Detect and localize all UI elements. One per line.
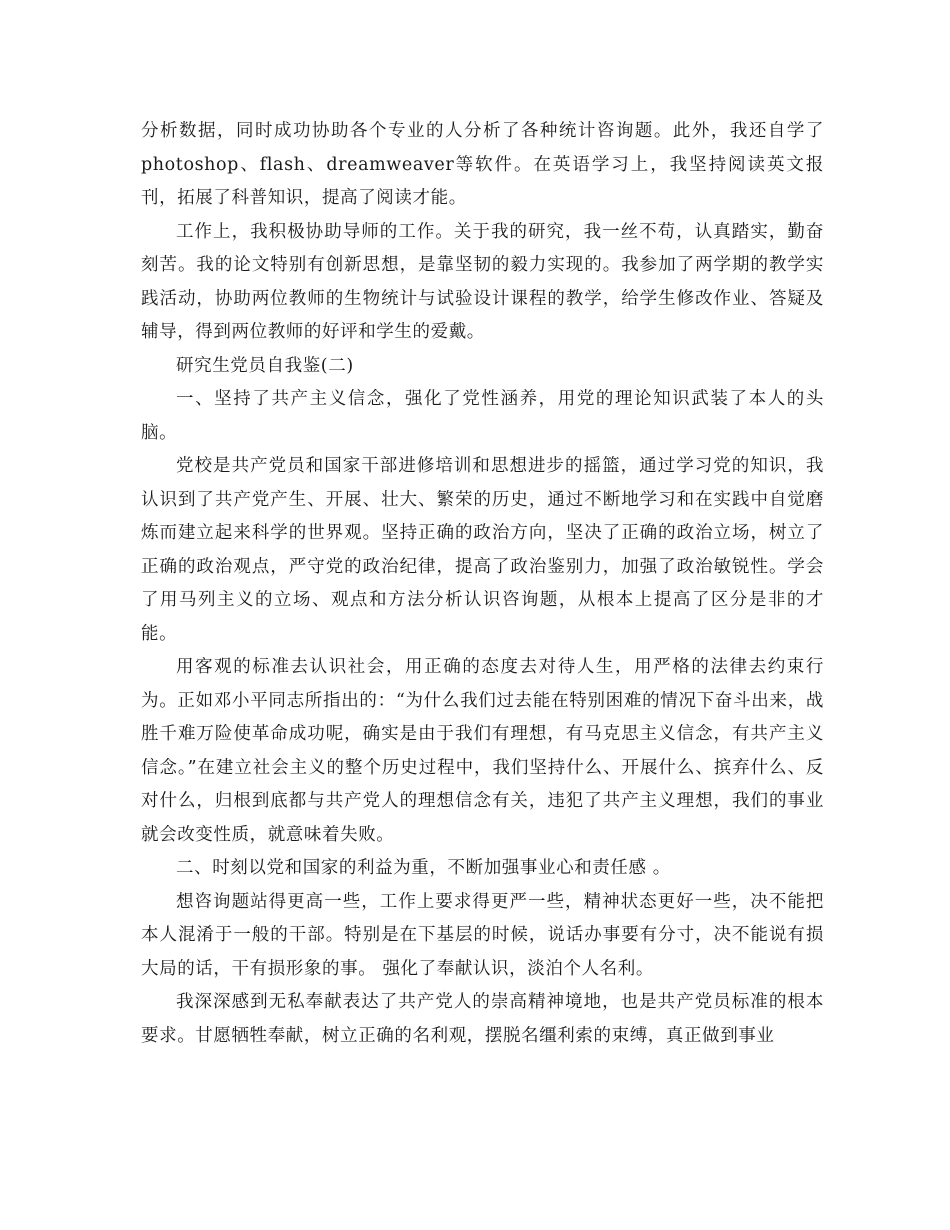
paragraph-party-school: 党校是共产党员和国家干部进修培训和思想进步的摇篮，通过学习党的知识，我认识到了共产党产生、开展、壮大、繁荣的历史，通过不断地学习和在实践中自觉磨炼而建立起来科学的世界观。坚持正确的政治方向，坚决了正确的政治立场，树立了正确的政治观点，严守党的政治纪律，提高了政治鉴别力，加强了政治敏锐性。学会了用马列主义的立场、观点和方法分析认识咨询题，从根本上提高了区分是非的才能。: [141, 456, 824, 644]
document-body: [141, 115, 824, 1053]
paragraph-1: 分析数据，同时成功协助各个专业的人分析了各种统计咨询题。此外，我还自学了photoshop、flash、dreamweaver等软件。在英语学习上，我坚持阅读英文报刊，拓展了科普知识，提高了阅读才能。: [141, 121, 824, 208]
heading-point-two: 二、时刻以党和国家的利益为重，不断加强事业心和责任感 。: [176, 858, 671, 878]
paragraph-2: 工作上，我积极协助导师的工作。关于我的研究，我一丝不苟，认真踏实，勤奋刻苦。我的论文特别有创新思想，是靠坚韧的毅力实现的。我参加了两学期的教学实践活动，协助两位教师的生物统计与试验设计课程的教学，给学生修改作业、答疑及辅导，得到两位教师的好评和学生的爱戴。: [141, 221, 824, 342]
paragraph-dedication: 我深深感到无私奉献表达了共产党人的崇高精神境地，也是共产党员标准的根本要求。甘愿牺牲奉献，树立正确的名利观，摆脱名缰利索的束缚，真正做到事业: [141, 992, 824, 1046]
heading-point-one: 一、坚持了共产主义信念，强化了党性涵养，用党的理论知识武装了本人的头脑。: [141, 389, 824, 443]
paragraph-higher-standards: 想咨询题站得更高一些，工作上要求得更严一些，精神状态更好一些，决不能把本人混淆于一般的干部。特别是在下基层的时候，说话办事要有分寸，决不能说有损大局的话，干有损形象的事。 强化了奉献认识，淡泊个人名利。: [141, 891, 824, 979]
section-title: 研究生党员自我鉴(二): [176, 355, 354, 376]
paragraph-objective-standard: 用客观的标准去认识社会，用正确的态度去对待人生，用严格的法律去约束行为。正如邓小平同志所指出的：“为什么我们过去能在特别困难的情况下奋斗出来，战胜千难万险使革命成功呢，确实是由于我们有理想，有马克思主义信念，有共产主义信念。”在建立社会主义的整个历史过程中，我们坚持什么、开展什么、摈弃什么、反对什么，归根到底都与共产党人的理想信念有关，违犯了共产主义理想，我们的事业就会改变性质，就意味着失败。: [141, 657, 824, 845]
